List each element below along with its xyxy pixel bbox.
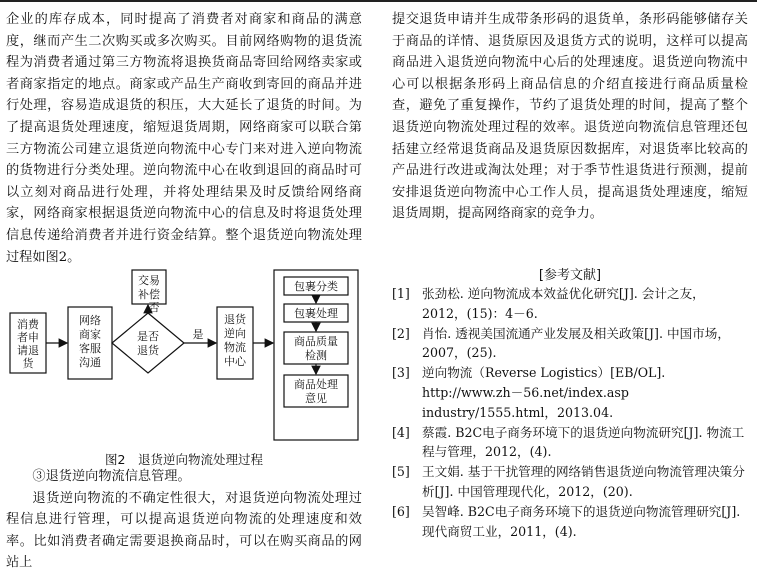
figure-caption: 图2 退货逆向物流处理过程 — [105, 452, 263, 467]
reference-text: 逆向物流（Reverse Logistics）[EB/OL]. http://www.zh－56.net/index.asp industry/1555.html，2013.04. — [422, 365, 666, 420]
body-paragraph: 退货逆向物流的不确定性很大，对退货逆向物流处理过程信息进行管理，可以提高退货逆向物流的处理速度和效率。比如消费者确定需要退换商品时，可以在购买商品的网站上 — [6, 490, 362, 571]
step-label: 商品质量 — [294, 335, 338, 348]
center-line: 物流 — [224, 341, 246, 354]
yes-label: 是 — [192, 328, 204, 341]
reference-number: [2] — [392, 325, 410, 341]
return-flow-diagram — [6, 267, 362, 447]
no-label: 否 — [148, 301, 160, 314]
step-label: 包裹处理 — [294, 307, 338, 320]
reference-text: 肖怡. 透视美国流通产业发展及相关政策[J]. 中国市场，2007，(25). — [422, 325, 730, 361]
decision-diamond — [112, 313, 184, 373]
step-label: 商品处理 — [294, 378, 338, 391]
reference-text: 吴智峰. B2C电子商务环境下的退货逆向物流管理研究[J]. 现代商贸工业，2011，(4). — [422, 503, 741, 539]
reference-number: [6] — [392, 503, 410, 519]
references-title: [参考文献] — [538, 268, 602, 283]
reference-item — [392, 462, 748, 502]
reference-item — [392, 363, 748, 422]
reference-number: [5] — [392, 464, 410, 480]
reference-item — [392, 284, 748, 324]
body-paragraph: 企业的库存成本，同时提高了消费者对商家和商品的满意度，继而产生二次购买或多次购买。目前网络购物的退货流程为消费者通过第三方物流将退换货商品寄回给网络卖家或者商家指定的地点。商家或产品生产商收到寄回的商品并进行处理，容易造成退货的积压，大大延长了退货的时间。为了提高退货处理速度，缩短退货周期，网络商家可以联合第三方物流公司建立退货逆向物流中心专门来对进入逆向物流的货物进行分类处理。逆向物流中心在收到退回的商品时可以立刻对商品进行处理，并将处理结果及时反馈给网络商家，网络商家根据退货逆向物流中心的信息及时将退货处理信息传递给消费者并进行资金结算。整个退货逆向物流处理过程如图2。 — [6, 12, 362, 265]
body-paragraph: 提交退货申请并生成带条形码的退货单，条形码能够储存关于商品的详情、退货原因及退货方式的说明，这样可以提高商品进入退货逆向物流中心后的处理速度。退货逆向物流中心可以根据条形码上商品信息的介绍直接进行商品质量检查，避免了重复操作，节约了退货处理的时间，提高了整个退货逆向物流处理过程的效率。退货逆向物流信息管理还包括建立经常退货商品及退货原因数据库，对退货率比较高的产品进行改进或淘汰处理；对于季节性退货进行预测，提前安排退货逆向物流中心工作人员，提高退货处理速度，缩短退货周期，提高网络商家的竞争力。 — [392, 12, 748, 222]
step-label: 检测 — [305, 349, 327, 362]
reference-number: [1] — [392, 286, 410, 301]
merchant-line: 网络 — [79, 314, 101, 327]
consumer-line: 请退 — [17, 344, 39, 357]
reference-number: [4] — [392, 424, 410, 440]
consumer-line: 货 — [22, 357, 34, 370]
reference-text: 王文娟. 基于干扰管理的网络销售退货逆向物流管理决策分析[J]. 中国管理现代化，2012，(20). — [422, 464, 745, 499]
step-label: 意见 — [305, 392, 327, 405]
reference-number: [3] — [392, 365, 410, 381]
compensation-line: 交易 — [138, 274, 160, 287]
reference-text: 张劲松. 逆向物流成本效益优化研究[J]. 会计之友，2012，(15)：4－6. — [422, 286, 705, 321]
left-column-bottom — [6, 466, 362, 574]
center-line: 退货 — [224, 313, 246, 326]
merchant-line: 沟通 — [79, 356, 101, 369]
section-heading: ③退货逆向物流信息管理。 — [32, 469, 191, 484]
page-header-rule — [0, 0, 757, 2]
reference-text: 蔡霞. B2C电子商务环境下的退货逆向物流研究[J]. 物流工程与管理，2012，(4). — [422, 424, 745, 460]
compensation-line: 补偿 — [138, 288, 160, 301]
reference-item — [392, 502, 748, 542]
center-line: 逆向 — [224, 327, 246, 340]
merchant-line: 客服 — [79, 342, 101, 355]
consumer-line: 者申 — [17, 331, 39, 344]
step-label: 包裹分类 — [294, 280, 338, 293]
decision-line: 是否 — [137, 330, 159, 343]
left-column-top — [6, 9, 362, 268]
decision-line: 退货 — [137, 344, 159, 357]
merchant-line: 商家 — [79, 328, 101, 341]
references-list — [392, 284, 748, 541]
reference-item — [392, 324, 748, 364]
right-column-top — [392, 9, 748, 225]
center-line: 中心 — [224, 355, 246, 368]
consumer-line: 消费 — [17, 318, 39, 331]
reference-item — [392, 423, 748, 463]
